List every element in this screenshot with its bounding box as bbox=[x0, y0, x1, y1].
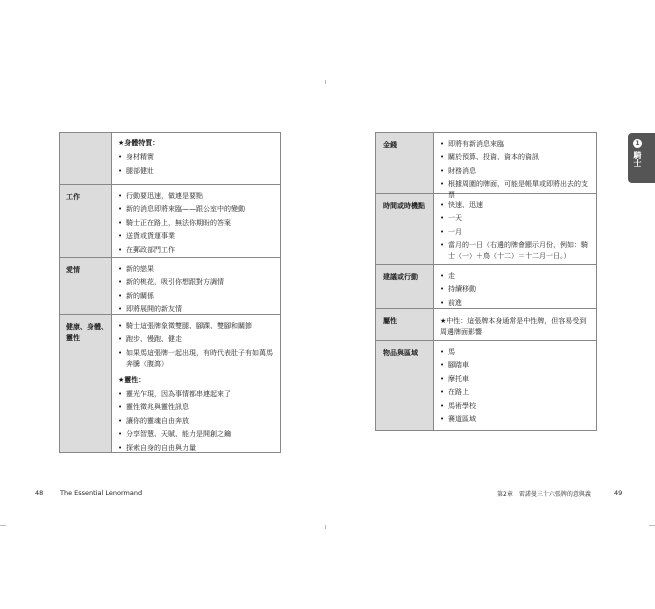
list-item: • 新的戀果 bbox=[118, 264, 154, 273]
bullet-icon: • bbox=[118, 205, 123, 213]
row-label: 時間或時機點 bbox=[376, 194, 434, 264]
crop-mark bbox=[649, 525, 655, 526]
row-content bbox=[112, 185, 280, 257]
bullet-icon: • bbox=[118, 278, 123, 286]
bullet-icon: • bbox=[440, 347, 445, 356]
list-item: • 行動要迅速，做連是要點 bbox=[118, 191, 203, 200]
crop-mark bbox=[325, 80, 326, 84]
row-label: 健康、身體、靈性 bbox=[60, 315, 112, 452]
bullet-icon: • bbox=[118, 416, 123, 425]
row-label: 工作 bbox=[60, 185, 112, 257]
list-item: • 跑步、慢跑、健走 bbox=[118, 335, 182, 343]
bullet-icon: • bbox=[118, 166, 123, 175]
bullet-icon: • bbox=[118, 443, 123, 452]
row-content bbox=[112, 258, 280, 314]
list-item: • 新的關係 bbox=[118, 291, 154, 300]
list-item: • 騎士這張牌象徵雙腿、腳踝、雙腳和關節 bbox=[118, 321, 252, 330]
left-book-title: The Essential Lenormand bbox=[60, 489, 143, 497]
list-item: • 靈光乍現，因為事情都串連起來了 bbox=[118, 389, 231, 398]
list-item: ★中性：這張牌本身通常是中性牌，但容易受到周邊牌面影響 bbox=[440, 317, 587, 336]
chapter-tab-label: 騎士 bbox=[633, 151, 642, 167]
table-row-health-spirit bbox=[60, 314, 280, 452]
bullet-icon: • bbox=[118, 430, 123, 438]
row-content bbox=[434, 265, 596, 308]
section-heading: ★身體特質： bbox=[118, 139, 160, 147]
list-item: • 走 bbox=[440, 271, 455, 280]
bullet-icon: • bbox=[118, 264, 123, 273]
table-row-attribute bbox=[376, 308, 596, 340]
row-content bbox=[112, 315, 280, 452]
list-item: • 馬 bbox=[440, 347, 455, 356]
bullet-icon: • bbox=[440, 153, 445, 161]
section-heading: ★靈性： bbox=[118, 375, 146, 384]
row-label: 屬性 bbox=[376, 309, 434, 340]
table-row-timing bbox=[376, 193, 596, 264]
row-label: 建議或行動 bbox=[376, 265, 434, 308]
bullet-icon: • bbox=[440, 374, 445, 383]
table-row-money bbox=[376, 133, 596, 199]
bullet-icon: • bbox=[118, 218, 123, 227]
list-item: • 身材精實 bbox=[118, 153, 154, 161]
bullet-icon: • bbox=[440, 388, 445, 396]
row-label bbox=[60, 133, 112, 184]
right-meaning-table bbox=[375, 132, 597, 431]
bullet-icon: • bbox=[440, 361, 445, 369]
list-item: • 即將有新消息來臨 bbox=[440, 139, 504, 148]
list-item: • 分享智慧、天賦、能力是開創之鑰 bbox=[118, 430, 231, 438]
list-item: • 如果馬這張牌一起出現，有時代表肚子有如萬馬奔騰（腹瀉） bbox=[118, 348, 273, 368]
right-chapter-title: 第2章 雷諾曼三十六張牌的意與義 bbox=[497, 491, 591, 498]
row-label: 金錢 bbox=[376, 133, 434, 193]
list-item: • 前進 bbox=[440, 298, 462, 307]
bullet-icon: • bbox=[440, 241, 445, 249]
bullet-icon: • bbox=[118, 403, 123, 411]
row-content bbox=[434, 341, 596, 430]
bullet-icon: • bbox=[440, 166, 445, 175]
bullet-icon: • bbox=[118, 335, 123, 343]
table-row-love bbox=[60, 257, 280, 314]
list-item: • 根據周圍的牌面，可能是帳單或即將出去的支票 bbox=[440, 180, 588, 199]
list-item: • 腿部健壯 bbox=[118, 166, 154, 175]
bullet-icon: • bbox=[440, 180, 445, 188]
bullet-icon: • bbox=[440, 139, 445, 148]
list-item: • 在路上 bbox=[440, 388, 469, 396]
table-row-advice bbox=[376, 264, 596, 308]
bullet-icon: • bbox=[118, 305, 123, 313]
row-content bbox=[112, 133, 280, 184]
bullet-icon: • bbox=[440, 271, 445, 280]
list-item: • 一天 bbox=[440, 214, 462, 222]
bullet-icon: • bbox=[440, 298, 445, 307]
table-row-objects-areas bbox=[376, 340, 596, 430]
left-meaning-table bbox=[59, 132, 281, 453]
list-item: • 送貨或貨運事業 bbox=[118, 232, 175, 240]
list-item: • 腳踏車 bbox=[440, 361, 469, 369]
list-item: • 探索自身的自由與力量 bbox=[118, 443, 196, 452]
crop-mark bbox=[325, 525, 326, 529]
bullet-icon: • bbox=[118, 321, 123, 330]
chapter-thumb-tab bbox=[628, 133, 655, 183]
row-label: 物品與區域 bbox=[376, 341, 434, 430]
bullet-icon: • bbox=[440, 214, 445, 222]
list-item: • 摩托車 bbox=[440, 374, 469, 383]
list-item: • 關於預算、投資、資本的資訊 bbox=[440, 153, 539, 161]
row-label: 愛情 bbox=[60, 258, 112, 314]
chapter-number-badge: 1 bbox=[633, 139, 642, 148]
list-item: • 當月的一日（右邊的牌會顯示月份，例如：騎士（一）＋鳥（十二）＝十二月一日。） bbox=[440, 241, 588, 260]
list-item: • 騎士正在路上，無法你期盼的答案 bbox=[118, 218, 231, 227]
bullet-icon: • bbox=[118, 348, 123, 357]
crop-mark bbox=[0, 525, 6, 526]
list-item: • 即將展開的新友情 bbox=[118, 305, 182, 313]
bullet-icon: • bbox=[440, 285, 445, 293]
bullet-icon: • bbox=[118, 191, 123, 200]
row-content bbox=[434, 194, 596, 264]
bullet-icon: • bbox=[118, 232, 123, 240]
bullet-icon: • bbox=[440, 415, 445, 423]
table-row-work bbox=[60, 184, 280, 257]
list-item: • 新的桃花，吸引你想跟對方調情 bbox=[118, 278, 224, 286]
bullet-icon: • bbox=[118, 245, 123, 254]
bullet-icon: • bbox=[118, 153, 123, 161]
row-content bbox=[434, 309, 596, 340]
list-item: • 靈性徵兆與靈性訊息 bbox=[118, 403, 189, 411]
list-item: • 賽道區域 bbox=[440, 415, 476, 423]
left-page-number: 48 bbox=[35, 489, 44, 497]
list-item: • 財務消息 bbox=[440, 166, 476, 175]
right-page-number: 49 bbox=[614, 489, 623, 497]
bullet-icon: • bbox=[440, 227, 445, 236]
bullet-icon: • bbox=[118, 389, 123, 398]
list-item: • 快速、迅速 bbox=[440, 200, 483, 209]
bullet-icon: • bbox=[440, 200, 445, 209]
list-item: • 在郵政部門工作 bbox=[118, 245, 175, 254]
bullet-icon: • bbox=[118, 291, 123, 300]
list-item: • 持續移動 bbox=[440, 285, 476, 293]
list-item: • 新的消息即將來臨——跟公室中的變動 bbox=[118, 205, 245, 213]
list-item: • 讓你的靈魂自由奔放 bbox=[118, 416, 189, 425]
row-content bbox=[434, 133, 596, 199]
list-item: • 一月 bbox=[440, 227, 462, 236]
list-item: • 馬術學校 bbox=[440, 401, 476, 410]
bullet-icon: • bbox=[440, 401, 445, 410]
table-row-body-traits bbox=[60, 133, 280, 184]
